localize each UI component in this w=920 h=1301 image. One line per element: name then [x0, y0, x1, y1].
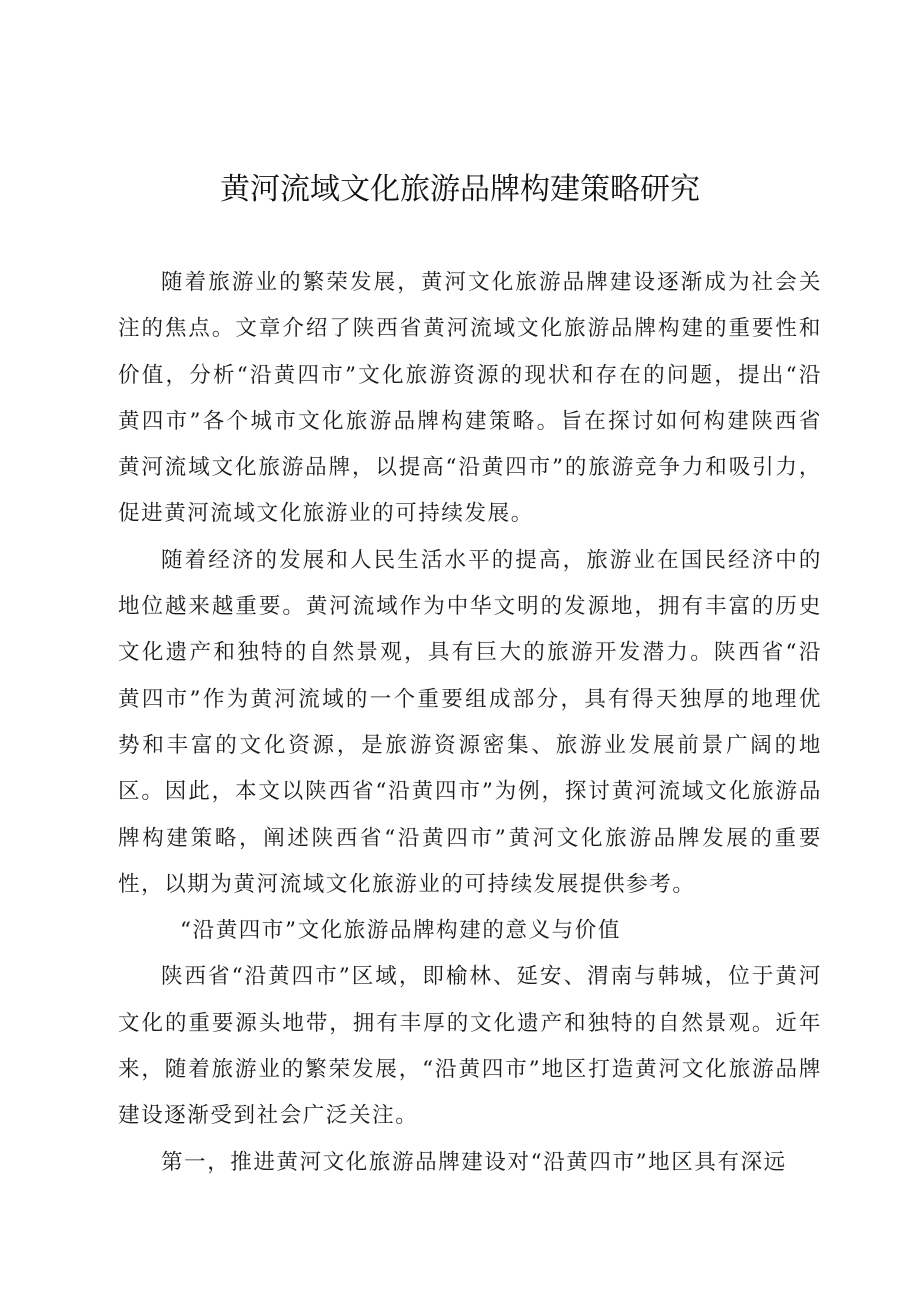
paragraph-section-2: 第一，推进黄河文化旅游品牌建设对“沿黄四市”地区具有深远	[161, 1149, 787, 1175]
document-body	[118, 260, 822, 1186]
paragraph-abstract: 随着旅游业的繁荣发展，黄河文化旅游品牌建设逐渐成为社会关注的焦点。文章介绍了陕西省黄河流域文化旅游品牌构建的重要性和价值，分析“沿黄四市”文化旅游资源的现状和存在的问题，提出“沿黄四市”各个城市文化旅游品牌构建策略。旨在探讨如何构建陕西省黄河流域文化旅游品牌，以提高“沿黄四市”的旅游竞争力和吸引力，促进黄河流域文化旅游业的可持续发展。	[118, 270, 822, 527]
paragraph-section-1: 陕西省“沿黄四市”区域，即榆林、延安、渭南与韩城，位于黄河文化的重要源头地带，拥有丰厚的文化遗产和独特的自然景观。近年来，随着旅游业的繁荣发展，“沿黄四市”地区打造黄河文化旅游品牌建设逐渐受到社会广泛关注。	[118, 964, 822, 1129]
paragraph-introduction: 随着经济的发展和人民生活水平的提高，旅游业在国民经济中的地位越来越重要。黄河流域作为中华文明的发源地，拥有丰富的历史文化遗产和独特的自然景观，具有巨大的旅游开发潜力。陕西省“沿黄四市”作为黄河流域的一个重要组成部分，具有得天独厚的地理优势和丰富的文化资源，是旅游资源密集、旅游业发展前景广阔的地区。因此，本文以陕西省“沿黄四市”为例，探讨黄河流域文化旅游品牌构建策略，阐述陕西省“沿黄四市”黄河文化旅游品牌发展的重要性，以期为黄河流域文化旅游业的可持续发展提供参考。	[118, 547, 822, 897]
document-title: 黄河流域文化旅游品牌构建策略研究	[220, 172, 700, 207]
section-heading: “沿黄四市”文化旅游品牌构建的意义与价值	[180, 918, 621, 944]
